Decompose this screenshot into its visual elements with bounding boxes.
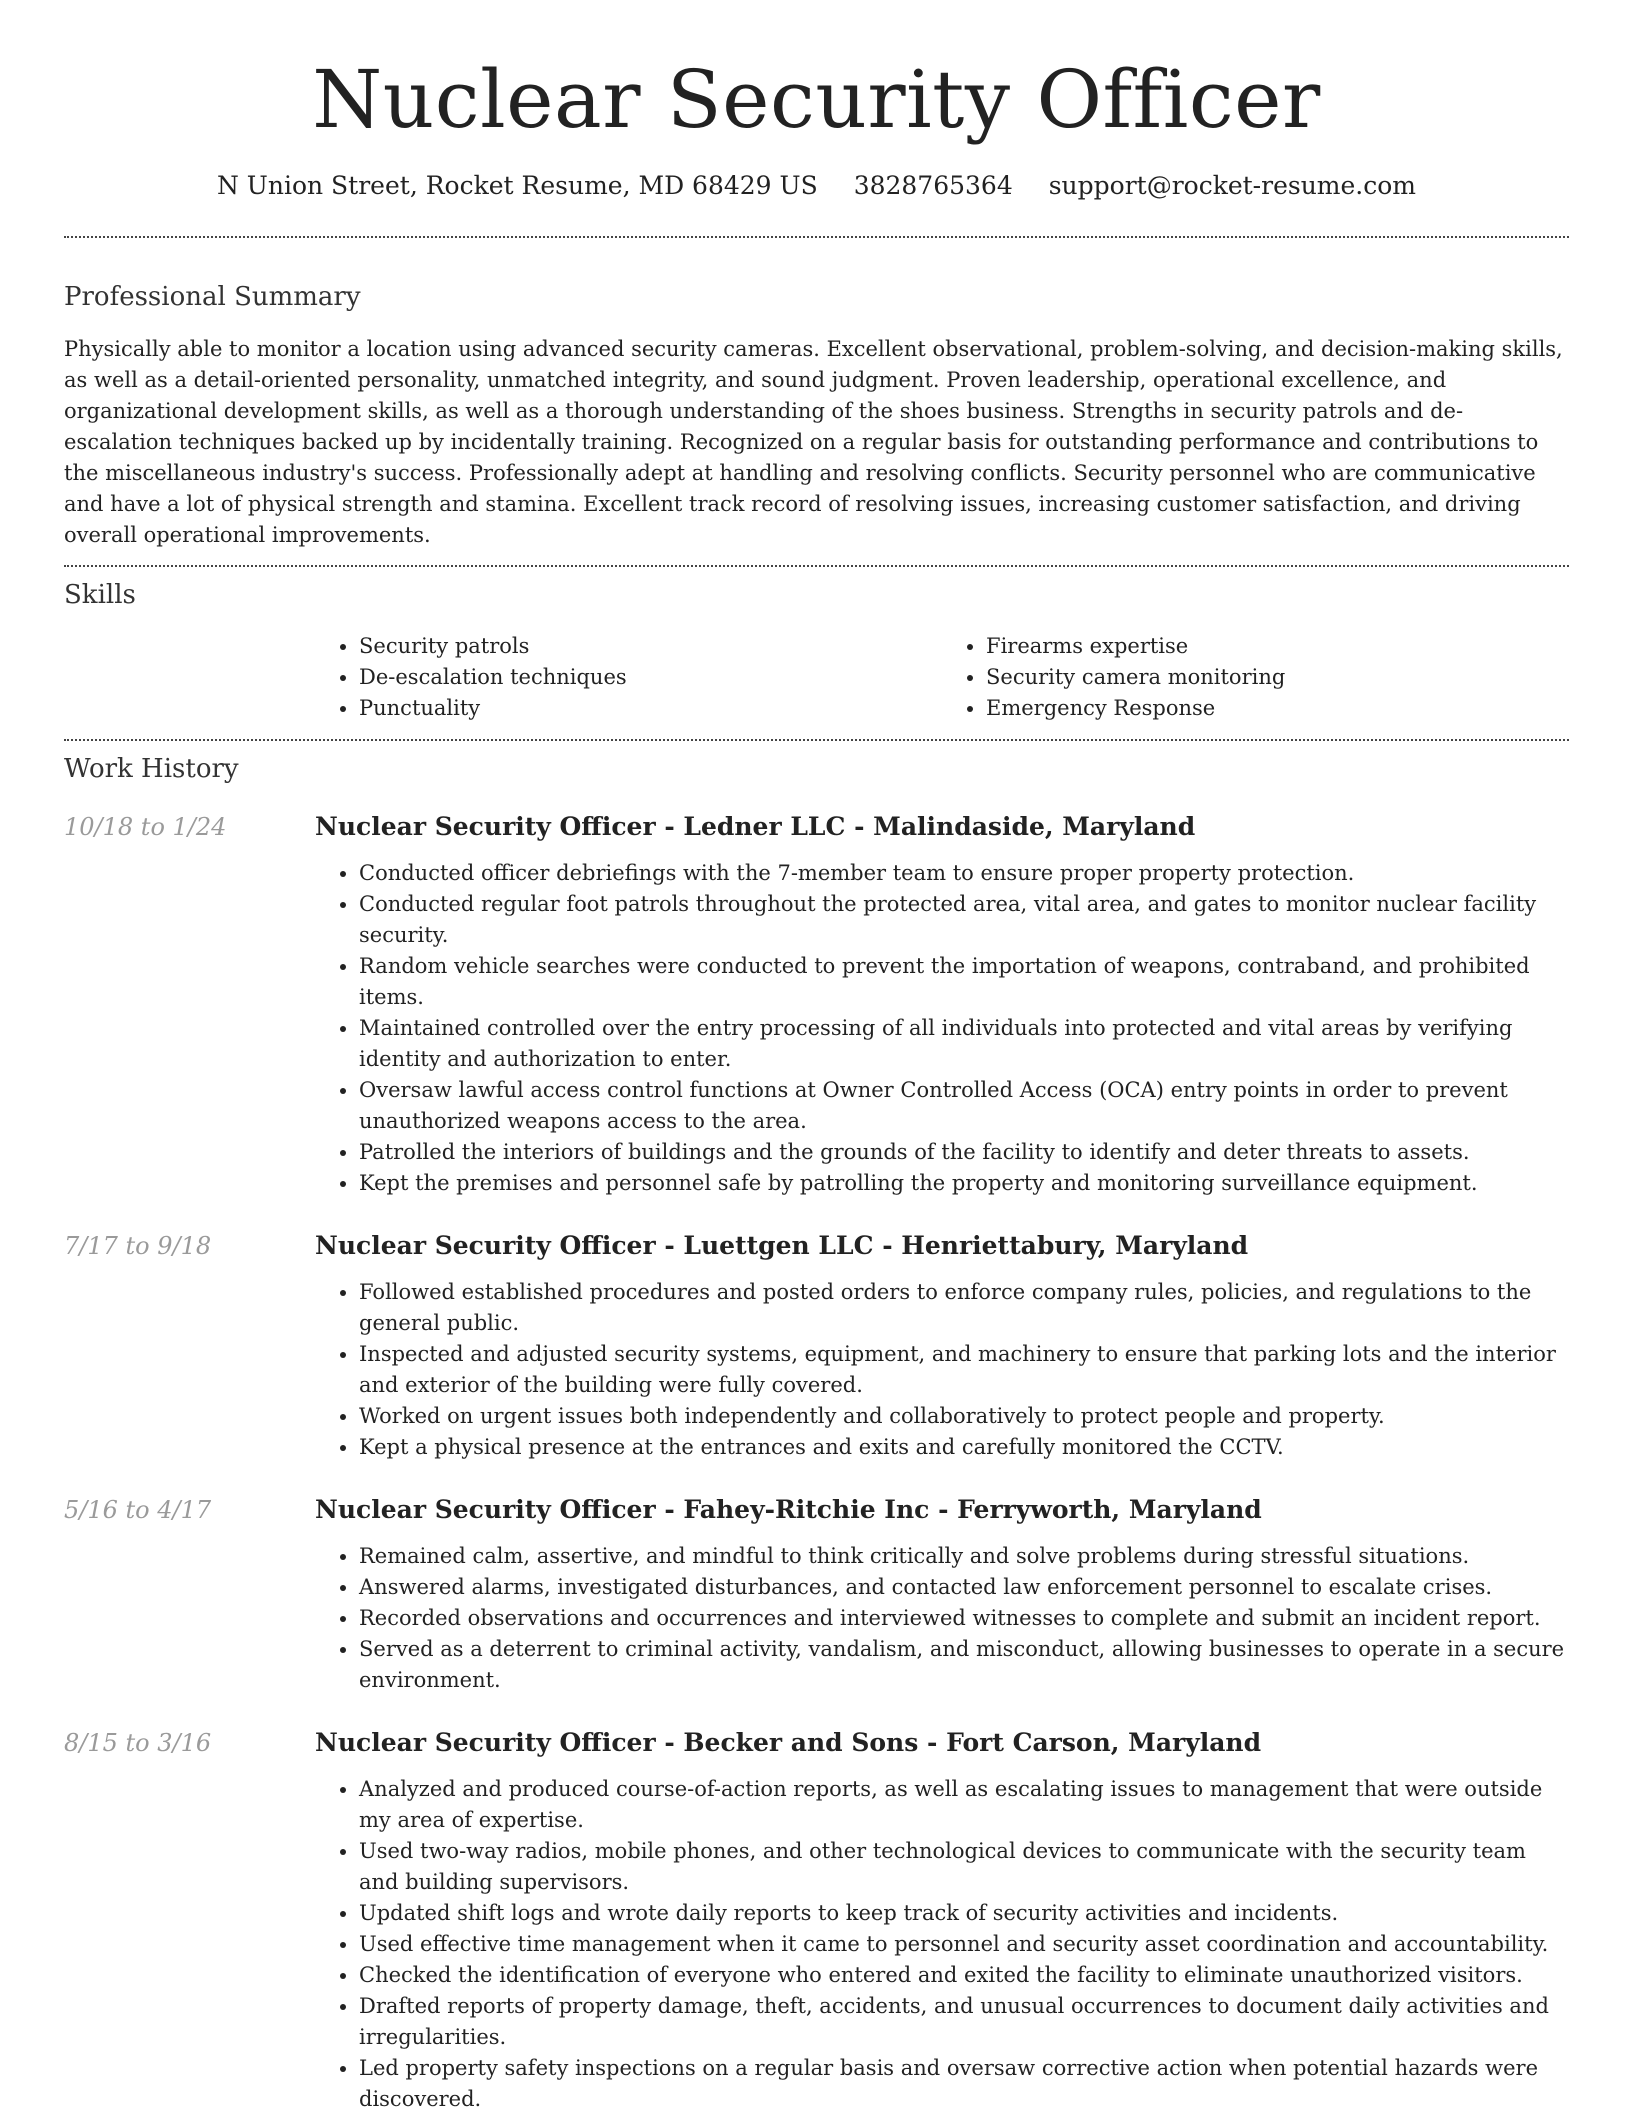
job-title: Nuclear Security Officer - Becker and Sons - Fort Carson, Maryland xyxy=(315,1728,1262,1757)
contact-line xyxy=(64,168,1569,204)
header-divider xyxy=(64,236,1569,238)
job-bullet: • Answered alarms, investigated disturbances, and contacted law enforcement personnel to escalate crises. xyxy=(359,1572,1569,1603)
job-bullet: • Updated shift logs and wrote daily reports to keep track of security activities and incidents. xyxy=(359,1898,1569,1929)
skill-item: • Security camera monitoring xyxy=(986,662,1569,693)
job-bullet: • Recorded observations and occurrences and interviewed witnesses to complete and submit an incident report. xyxy=(359,1603,1569,1634)
work-section xyxy=(64,752,1569,2115)
skills-grid xyxy=(315,631,1569,724)
job-bullet: • Served as a deterrent to criminal activity, vandalism, and misconduct, allowing businesses to operate in a secure environment. xyxy=(359,1634,1569,1696)
skill-item: • De-escalation techniques xyxy=(359,662,942,693)
job-bullets xyxy=(315,858,1569,1199)
job-dates: 8/15 to 3/16 xyxy=(64,1729,212,1757)
job-bullet: • Kept a physical presence at the entrances and exits and carefully monitored the CCTV. xyxy=(359,1432,1569,1463)
job-title: Nuclear Security Officer - Fahey-Ritchie Inc - Ferryworth, Maryland xyxy=(315,1495,1262,1524)
job-bullet: • Conducted regular foot patrols throughout the protected area, vital area, and gates to monitor nuclear facility security. xyxy=(359,889,1569,951)
job-body xyxy=(315,810,1569,1199)
job-body xyxy=(315,1493,1569,1696)
work-heading: Work History xyxy=(64,754,239,784)
job-bullet: • Led property safety inspections on a regular basis and oversaw corrective action when potential hazards were discovered. xyxy=(359,2053,1569,2115)
skill-item: • Emergency Response xyxy=(986,693,1569,724)
job-bullet: • Drafted reports of property damage, theft, accidents, and unusual occurrences to document daily activities and irregularities. xyxy=(359,1991,1569,2053)
resume-name: Nuclear Security Officer xyxy=(312,53,1321,146)
job-bullets xyxy=(315,1774,1569,2115)
job-bullet: • Used effective time management when it came to personnel and security asset coordination and accountability. xyxy=(359,1929,1569,1960)
job-dates: 7/17 to 9/18 xyxy=(64,1232,212,1260)
job-bullet: • Followed established procedures and posted orders to enforce company rules, policies, and regulations to the general public. xyxy=(359,1277,1569,1339)
skills-section xyxy=(64,578,1569,724)
job-entry xyxy=(64,810,1569,1199)
job-entry xyxy=(64,1229,1569,1463)
job-body xyxy=(315,1229,1569,1463)
summary-section xyxy=(64,280,1569,551)
resume-page xyxy=(64,0,1569,2115)
job-bullet: • Random vehicle searches were conducted to prevent the importation of weapons, contraband, and prohibited items. xyxy=(359,951,1569,1013)
job-bullets xyxy=(315,1277,1569,1463)
skill-item: • Security patrols xyxy=(359,631,942,662)
job-dates: 10/18 to 1/24 xyxy=(64,813,227,841)
job-bullet: • Maintained controlled over the entry processing of all individuals into protected and vital areas by verifying identity and authorization to enter. xyxy=(359,1013,1569,1075)
summary-text: Physically able to monitor a location using advanced security cameras. Excellent observational, problem-solving, and decision-making skills, as well as a detail-oriented personality, unmatched integrity, and sound judgment. Proven leadership, operational excellence, and organizational development skills, as well as a thorough understanding of the shoes business. Strengths in security patrols and de-escalation techniques backed up by incidentally training. Recognized on a regular basis for outstanding performance and contributions to the miscellaneous industry's success. Professionally adept at handling and resolving conflicts. Security personnel who are communicative and have a lot of physical strength and stamina. Excellent track record of resolving issues, increasing customer satisfaction, and driving overall operational improvements. xyxy=(64,337,1563,547)
skill-item: • Punctuality xyxy=(359,693,942,724)
job-entry xyxy=(64,1493,1569,1696)
job-bullet: • Worked on urgent issues both independently and collaboratively to protect people and property. xyxy=(359,1401,1569,1432)
job-title: Nuclear Security Officer - Luettgen LLC - Henriettabury, Maryland xyxy=(315,1231,1249,1260)
skills-divider xyxy=(64,739,1569,741)
job-bullet: • Conducted officer debriefings with the 7-member team to ensure proper property protection. xyxy=(359,858,1569,889)
job-entry xyxy=(64,1726,1569,2115)
job-bullet: • Remained calm, assertive, and mindful to think critically and solve problems during stressful situations. xyxy=(359,1541,1569,1572)
job-bullets xyxy=(315,1541,1569,1696)
summary-divider xyxy=(64,565,1569,567)
job-dates: 5/16 to 4/17 xyxy=(64,1496,212,1524)
job-bullet: • Analyzed and produced course-of-action reports, as well as escalating issues to management that were outside my area of expertise. xyxy=(359,1774,1569,1836)
contact-email: support@rocket-resume.com xyxy=(1048,171,1417,200)
job-bullet: • Kept the premises and personnel safe by patrolling the property and monitoring surveillance equipment. xyxy=(359,1168,1569,1199)
job-body xyxy=(315,1726,1569,2115)
skill-item: • Firearms expertise xyxy=(986,631,1569,662)
summary-heading: Professional Summary xyxy=(64,282,361,312)
contact-address: N Union Street, Rocket Resume, MD 68429 US xyxy=(216,171,818,200)
skills-list-left xyxy=(315,631,942,724)
job-title: Nuclear Security Officer - Ledner LLC - Malindaside, Maryland xyxy=(315,812,1196,841)
job-bullet: • Inspected and adjusted security systems, equipment, and machinery to ensure that parking lots and the interior and exterior of the building were fully covered. xyxy=(359,1339,1569,1401)
contact-phone: 3828765364 xyxy=(853,171,1013,200)
job-bullet: • Checked the identification of everyone who entered and exited the facility to eliminate unauthorized visitors. xyxy=(359,1960,1569,1991)
job-bullet: • Used two-way radios, mobile phones, and other technological devices to communicate with the security team and building supervisors. xyxy=(359,1836,1569,1898)
job-bullet: • Patrolled the interiors of buildings and the grounds of the facility to identify and deter threats to assets. xyxy=(359,1137,1569,1168)
skills-heading: Skills xyxy=(64,580,136,610)
skills-list-right xyxy=(942,631,1569,724)
job-bullet: • Oversaw lawful access control functions at Owner Controlled Access (OCA) entry points in order to prevent unauthorized weapons access to the area. xyxy=(359,1075,1569,1137)
